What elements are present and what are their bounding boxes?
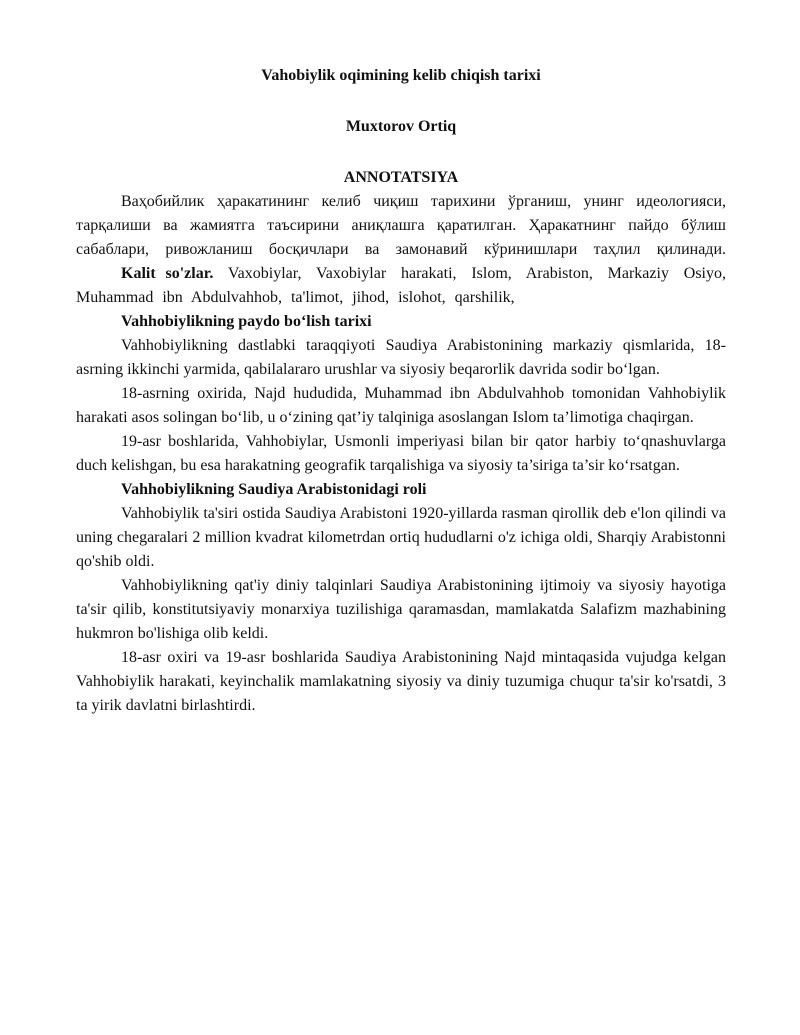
section-paragraph: 18-asr oxiri va 19-asr boshlarida Saudiya Arabistonining Najd mintaqasida vujudga kelgan Vahhobiylik harakati, keyinchalik mamlakatning siyosiy va diniy tuzumiga chuqur ta'sir ko'rsatdi, 3 ta yirik davlatni birlashtirdi. [76, 649, 726, 714]
annotation-paragraph: Ваҳобийлик ҳаракатининг келиб чиқиш тарихини ўрганиш, унинг идеологияси, тарқалиши ва жамиятга таъсирини аниқлашга қаратилган. Ҳаракатнинг пайдо бўлиш сабаблари, ривожланиш босқичлари ва замонавий кўринишлари таҳлил қилинади. [76, 193, 726, 258]
section-paragraph: Vahhobiylik ta'siri ostida Saudiya Arabistoni 1920-yillarda rasman qirollik deb e'lon qilindi va uning chegaralari 2 million kvadrat kilometrdan ortiq hududlarni o'z ichiga oldi, Sharqiy Arabistonni qo'shib oldi. [76, 505, 726, 570]
section-heading-origin: Vahhobiylikning paydo bo‘lish tarixi [121, 313, 372, 330]
section-paragraph: 18-asrning oxirida, Najd hududida, Muhammad ibn Abdulvahhob tomonidan Vahhobiylik harakati asos solingan bo‘lib, u o‘zining qat’iy talqiniga asoslangan Islom ta’limotiga chaqirgan. [76, 385, 726, 426]
section-paragraph: 19-asr boshlarida, Vahhobiylar, Usmonli imperiyasi bilan bir qator harbiy to‘qnashuvlarga duch kelishgan, bu esa harakatning geografik tarqalishiga va siyosiy ta’siriga ta’sir ko‘rsatgan. [76, 433, 726, 474]
keywords-text: Vaxobiylar, Vaxobiylar harakati, Islom, Arabiston, Markaziy Osiyo, Muhammad ibn Abdulvahhob, ta'limot, jihod, islohot, qarshilik, [76, 265, 727, 306]
document-title: Vahobiylik oqimining kelib chiqish tarixi [261, 67, 541, 84]
section-paragraph: Vahhobiylikning dastlabki taraqqiyoti Saudiya Arabistonining markaziy qismlarida, 18-asrning ikkinchi yarmida, qabilalararo urushlar va siyosiy beqarorlik davrida sodir bo‘lgan. [76, 337, 726, 378]
keywords-label: Kalit so'zlar. [121, 265, 214, 282]
annotation-heading: ANNOTATSIYA [343, 169, 459, 186]
document-page [76, 64, 726, 718]
section-heading-saudi-role: Vahhobiylikning Saudiya Arabistonidagi roli [121, 481, 427, 498]
keywords-paragraph [76, 262, 726, 310]
section-paragraph: Vahhobiylikning qat'iy diniy talqinlari Saudiya Arabistonining ijtimoiy va siyosiy hayotiga ta'sir qilib, konstitutsiyaviy monarxiya tuzilishiga qaramasdan, mamlakatda Salafizm mazhabining hukmron bo'lishiga olib keldi. [76, 577, 726, 642]
author-name: Muxtorov Ortiq [345, 118, 457, 135]
